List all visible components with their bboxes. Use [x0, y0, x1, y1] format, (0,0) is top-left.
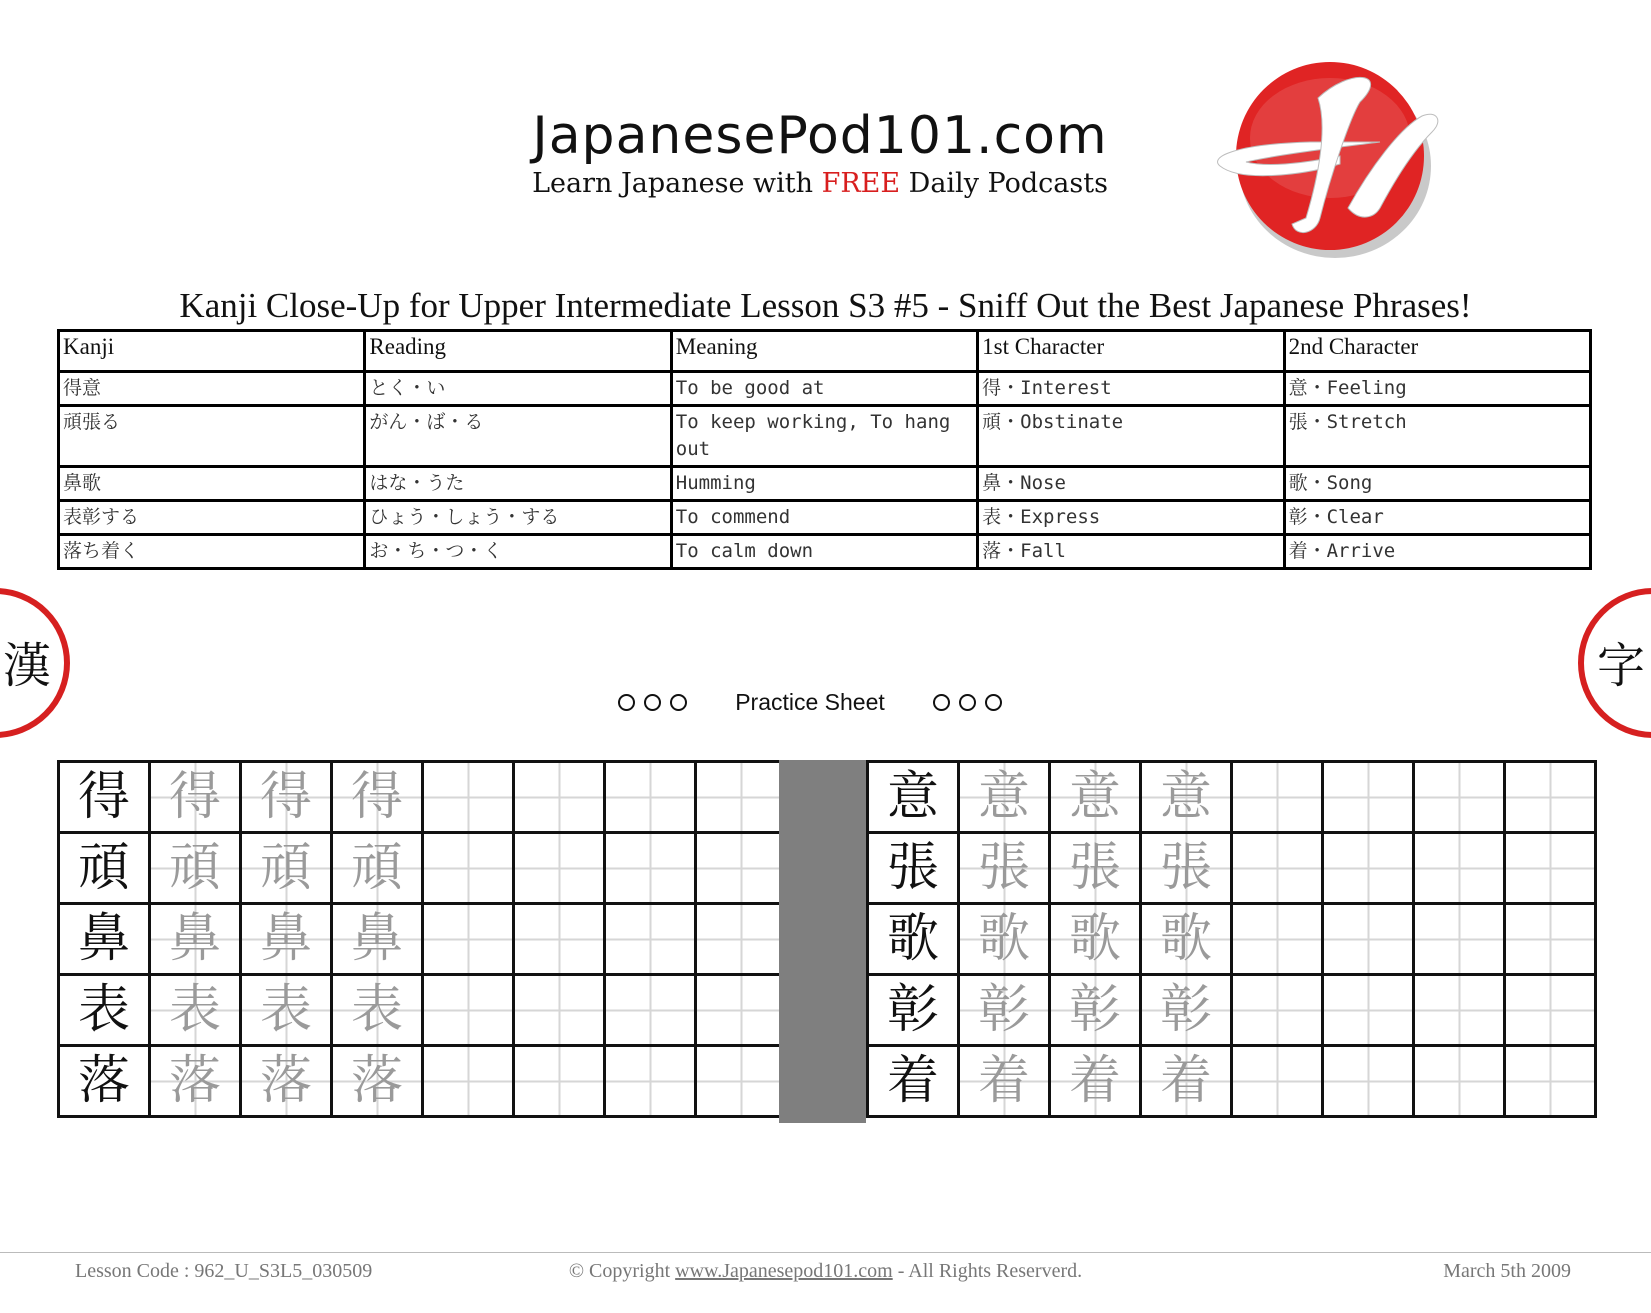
kanji-badge-left-char: 漢	[2, 638, 52, 694]
decorative-circles-right	[933, 694, 1002, 711]
practice-cell[interactable]	[1505, 833, 1596, 904]
circle-icon	[959, 694, 976, 711]
practice-grid-second-chars	[866, 760, 1597, 1118]
trace-character: 頑	[150, 833, 241, 904]
tagline-free: FREE	[821, 168, 901, 199]
circle-icon	[933, 694, 950, 711]
practice-row	[868, 904, 1596, 975]
table-row	[59, 467, 1591, 501]
practice-cell[interactable]	[423, 904, 514, 975]
practice-row	[59, 904, 787, 975]
practice-cell[interactable]	[696, 904, 787, 975]
practice-cell[interactable]	[1323, 762, 1414, 833]
practice-cell[interactable]	[1323, 975, 1414, 1046]
cell-kanji: 鼻歌	[59, 467, 365, 501]
copyright-prefix: © Copyright	[568, 1260, 676, 1282]
trace-character: 落	[150, 1046, 241, 1117]
practice-cell[interactable]	[1232, 762, 1323, 833]
model-character: 意	[868, 762, 959, 833]
tagline-end: Daily Podcasts	[900, 168, 1108, 199]
practice-cell[interactable]	[1232, 1046, 1323, 1117]
table-row	[59, 372, 1591, 406]
col-header-kanji: Kanji	[59, 331, 365, 372]
trace-character: 彰	[1141, 975, 1232, 1046]
practice-cell[interactable]	[605, 833, 696, 904]
practice-cell[interactable]	[1323, 833, 1414, 904]
model-character: 頑	[59, 833, 150, 904]
practice-cell[interactable]	[1505, 904, 1596, 975]
grid-divider	[779, 760, 866, 1123]
cell-meaning: To be good at	[671, 372, 977, 406]
practice-cell[interactable]	[605, 762, 696, 833]
practice-cell[interactable]	[1232, 833, 1323, 904]
practice-cell[interactable]	[423, 762, 514, 833]
practice-row	[59, 975, 787, 1046]
practice-row	[59, 833, 787, 904]
model-character: 彰	[868, 975, 959, 1046]
practice-row	[868, 762, 1596, 833]
cell-second-char: 彰・Clear	[1284, 501, 1590, 535]
practice-cell[interactable]	[1414, 904, 1505, 975]
footer-divider	[0, 1252, 1651, 1253]
model-character: 歌	[868, 904, 959, 975]
practice-cell[interactable]	[514, 833, 605, 904]
cell-second-char: 着・Arrive	[1284, 535, 1590, 569]
kanji-badge-left	[0, 568, 70, 758]
table-row	[59, 535, 1591, 569]
trace-character: 着	[1141, 1046, 1232, 1117]
cell-reading: お・ち・つ・く	[365, 535, 671, 569]
circle-icon	[644, 694, 661, 711]
practice-cell[interactable]	[1232, 904, 1323, 975]
cell-reading: ひょう・しょう・する	[365, 501, 671, 535]
model-character: 得	[59, 762, 150, 833]
practice-row	[868, 1046, 1596, 1117]
trace-character: 得	[150, 762, 241, 833]
practice-cell[interactable]	[1505, 975, 1596, 1046]
practice-cell[interactable]	[1505, 1046, 1596, 1117]
table-row	[59, 501, 1591, 535]
trace-character: 鼻	[332, 904, 423, 975]
trace-character: 鼻	[241, 904, 332, 975]
practice-row	[59, 1046, 787, 1117]
circle-icon	[618, 694, 635, 711]
trace-character: 鼻	[150, 904, 241, 975]
practice-cell[interactable]	[423, 1046, 514, 1117]
lesson-title: Kanji Close-Up for Upper Intermediate Lesson S3 #5 - Sniff Out the Best Japanese Phrases!	[179, 286, 1472, 325]
practice-cell[interactable]	[1414, 762, 1505, 833]
col-header-second-char: 2nd Character	[1284, 331, 1590, 372]
lesson-code: Lesson Code : 962_U_S3L5_030509	[75, 1260, 373, 1282]
practice-cell[interactable]	[696, 1046, 787, 1117]
practice-cell[interactable]	[1414, 833, 1505, 904]
tagline-start: Learn Japanese with	[532, 168, 822, 199]
col-header-meaning: Meaning	[671, 331, 977, 372]
trace-character: 着	[959, 1046, 1050, 1117]
site-tagline	[480, 170, 1160, 197]
cell-meaning: To keep working, To hang out	[671, 406, 977, 467]
model-character: 落	[59, 1046, 150, 1117]
practice-row	[868, 833, 1596, 904]
cell-first-char: 得・Interest	[978, 372, 1284, 406]
trace-character: 落	[241, 1046, 332, 1117]
practice-cell[interactable]	[1232, 975, 1323, 1046]
practice-row	[868, 975, 1596, 1046]
practice-cell[interactable]	[605, 904, 696, 975]
vocab-table	[57, 329, 1592, 570]
kanji-badge-right	[1578, 568, 1651, 758]
model-character: 鼻	[59, 904, 150, 975]
col-header-reading: Reading	[365, 331, 671, 372]
cell-first-char: 鼻・Nose	[978, 467, 1284, 501]
trace-character: 頑	[241, 833, 332, 904]
practice-cell[interactable]	[605, 975, 696, 1046]
vocab-header-row	[59, 331, 1591, 372]
copyright-notice	[0, 1261, 1651, 1281]
practice-cell[interactable]	[514, 904, 605, 975]
cell-second-char: 歌・Song	[1284, 467, 1590, 501]
practice-sheet-label: Practice Sheet	[735, 688, 885, 715]
trace-character: 落	[332, 1046, 423, 1117]
trace-character: 頑	[332, 833, 423, 904]
cell-reading: がん・ば・る	[365, 406, 671, 467]
practice-cell[interactable]	[696, 975, 787, 1046]
trace-character: 表	[332, 975, 423, 1046]
trace-character: 彰	[959, 975, 1050, 1046]
trace-character: 着	[1050, 1046, 1141, 1117]
practice-grid-first-chars	[57, 760, 788, 1118]
practice-cell[interactable]	[514, 762, 605, 833]
kanji-badge-right-char: 字	[1596, 638, 1646, 694]
cell-reading: とく・い	[365, 372, 671, 406]
circle-icon	[985, 694, 1002, 711]
practice-cell[interactable]	[1323, 1046, 1414, 1117]
trace-character: 表	[241, 975, 332, 1046]
practice-row	[59, 762, 787, 833]
cell-kanji: 落ち着く	[59, 535, 365, 569]
trace-character: 張	[959, 833, 1050, 904]
site-title: JapanesePod101.com	[532, 106, 1108, 166]
practice-cell[interactable]	[605, 1046, 696, 1117]
practice-sheet-heading	[600, 687, 1020, 717]
cell-kanji: 得意	[59, 372, 365, 406]
copyright-suffix: - All Rights Reserverd.	[892, 1260, 1083, 1282]
trace-character: 意	[959, 762, 1050, 833]
trace-character: 得	[332, 762, 423, 833]
cell-kanji: 表彰する	[59, 501, 365, 535]
trace-character: 張	[1050, 833, 1141, 904]
trace-character: 張	[1141, 833, 1232, 904]
practice-cell[interactable]	[514, 975, 605, 1046]
model-character: 着	[868, 1046, 959, 1117]
lesson-date: March 5th 2009	[1443, 1260, 1571, 1282]
cell-second-char: 意・Feeling	[1284, 372, 1590, 406]
practice-cell[interactable]	[696, 833, 787, 904]
trace-character: 表	[150, 975, 241, 1046]
model-character: 張	[868, 833, 959, 904]
cell-meaning: To calm down	[671, 535, 977, 569]
model-character: 表	[59, 975, 150, 1046]
practice-cell[interactable]	[1414, 975, 1505, 1046]
table-row	[59, 406, 1591, 467]
cell-first-char: 頑・Obstinate	[978, 406, 1284, 467]
cell-second-char: 張・Stretch	[1284, 406, 1590, 467]
decorative-circles-left	[618, 694, 687, 711]
brand-logo	[1200, 58, 1460, 258]
practice-cell[interactable]	[514, 1046, 605, 1117]
trace-character: 歌	[1141, 904, 1232, 975]
cell-first-char: 落・Fall	[978, 535, 1284, 569]
trace-character: 歌	[1050, 904, 1141, 975]
practice-cell[interactable]	[423, 833, 514, 904]
col-header-first-char: 1st Character	[978, 331, 1284, 372]
trace-character: 意	[1050, 762, 1141, 833]
trace-character: 彰	[1050, 975, 1141, 1046]
circle-icon	[670, 694, 687, 711]
copyright-link[interactable]: www.Japanesepod101.com	[675, 1260, 893, 1282]
trace-character: 得	[241, 762, 332, 833]
practice-cell[interactable]	[1505, 762, 1596, 833]
cell-kanji: 頑張る	[59, 406, 365, 467]
cell-reading: はな・うた	[365, 467, 671, 501]
cell-first-char: 表・Express	[978, 501, 1284, 535]
trace-character: 意	[1141, 762, 1232, 833]
practice-cell[interactable]	[696, 762, 787, 833]
cell-meaning: To commend	[671, 501, 977, 535]
practice-cell[interactable]	[1414, 1046, 1505, 1117]
cell-meaning: Humming	[671, 467, 977, 501]
practice-cell[interactable]	[1323, 904, 1414, 975]
practice-cell[interactable]	[423, 975, 514, 1046]
trace-character: 歌	[959, 904, 1050, 975]
